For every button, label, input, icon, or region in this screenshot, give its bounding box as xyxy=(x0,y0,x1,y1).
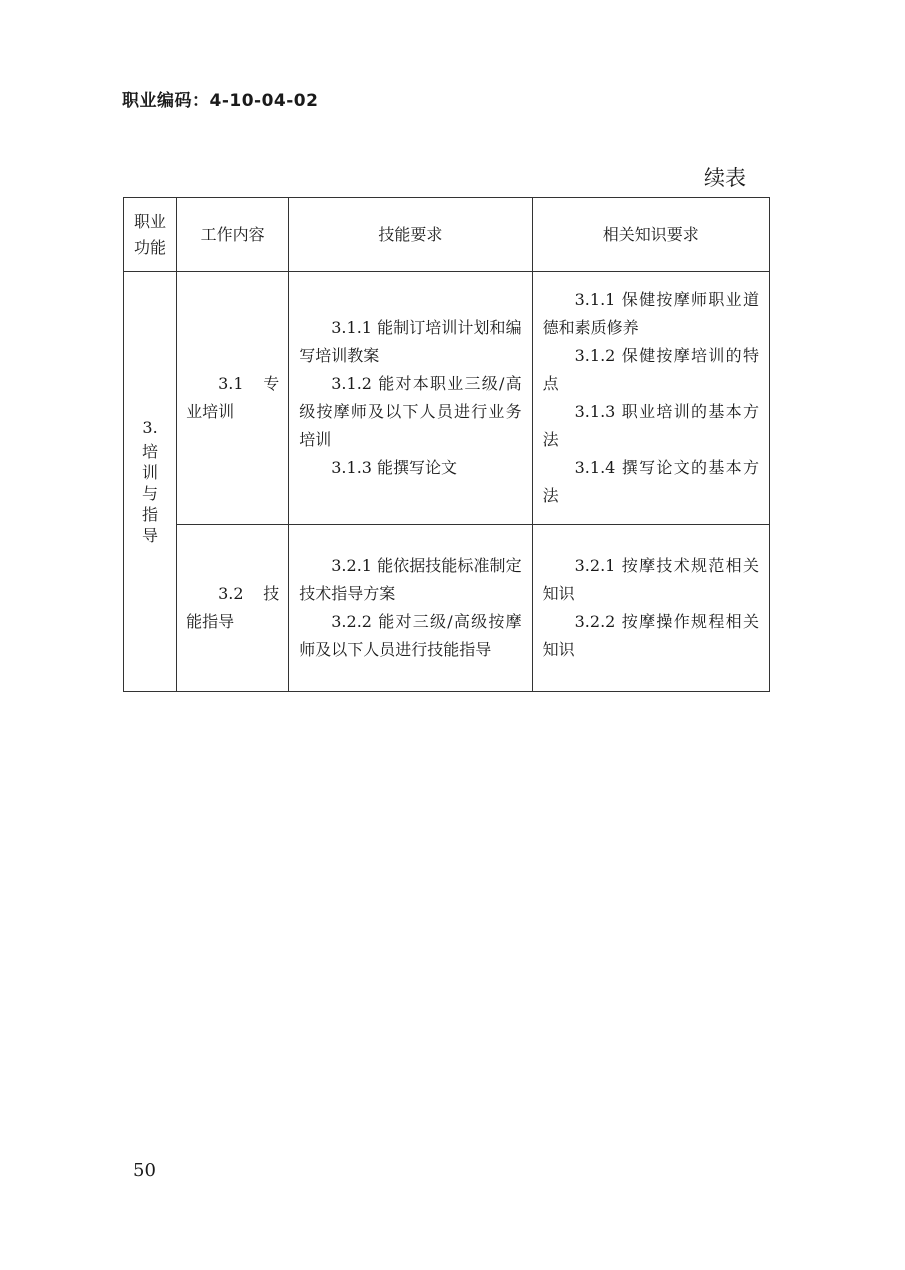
continued-label: 续表 xyxy=(704,166,746,190)
function-cell xyxy=(124,272,177,692)
work-content-text: 3.2 技能指导 xyxy=(186,584,280,631)
skill-standard-table xyxy=(123,197,770,692)
knowledge-item: 3.1.1 保健按摩师职业道德和素质修养 xyxy=(542,290,759,337)
column-header-function: 职业功能 xyxy=(124,198,177,272)
function-name: 培训与指导 xyxy=(142,441,159,545)
skills-cell xyxy=(289,525,532,692)
work-content-text: 3.1 专业培训 xyxy=(186,374,280,421)
page-number: 50 xyxy=(133,1160,156,1181)
knowledge-cell xyxy=(532,272,769,525)
skill-item: 3.2.2 能对三级/高级按摩师及以下人员进行技能指导 xyxy=(299,612,522,659)
skill-item: 3.2.1 能依据技能标准制定技术指导方案 xyxy=(299,556,522,603)
work-content-cell xyxy=(177,525,289,692)
table-row xyxy=(124,525,770,692)
knowledge-item: 3.1.2 保健按摩培训的特点 xyxy=(542,346,759,393)
knowledge-cell xyxy=(532,525,769,692)
column-header-content: 工作内容 xyxy=(177,198,289,272)
knowledge-item: 3.1.4 撰写论文的基本方法 xyxy=(542,458,759,505)
work-content-cell xyxy=(177,272,289,525)
knowledge-item: 3.1.3 职业培训的基本方法 xyxy=(542,402,759,449)
knowledge-item: 3.2.1 按摩技术规范相关知识 xyxy=(542,556,759,603)
knowledge-item: 3.2.2 按摩操作规程相关知识 xyxy=(542,612,759,659)
column-header-knowledge: 相关知识要求 xyxy=(532,198,769,272)
table-header-row xyxy=(124,198,770,272)
skill-item: 3.1.1 能制订培训计划和编写培训教案 xyxy=(299,318,522,365)
occupation-code: 职业编码：4-10-04-02 xyxy=(122,91,319,111)
table-row xyxy=(124,272,770,525)
skills-cell xyxy=(289,272,532,525)
function-number: 3. xyxy=(142,417,158,437)
column-header-skills: 技能要求 xyxy=(289,198,532,272)
skill-item: 3.1.3 能撰写论文 xyxy=(331,458,458,477)
skill-item: 3.1.2 能对本职业三级/高级按摩师及以下人员进行业务培训 xyxy=(299,374,522,449)
